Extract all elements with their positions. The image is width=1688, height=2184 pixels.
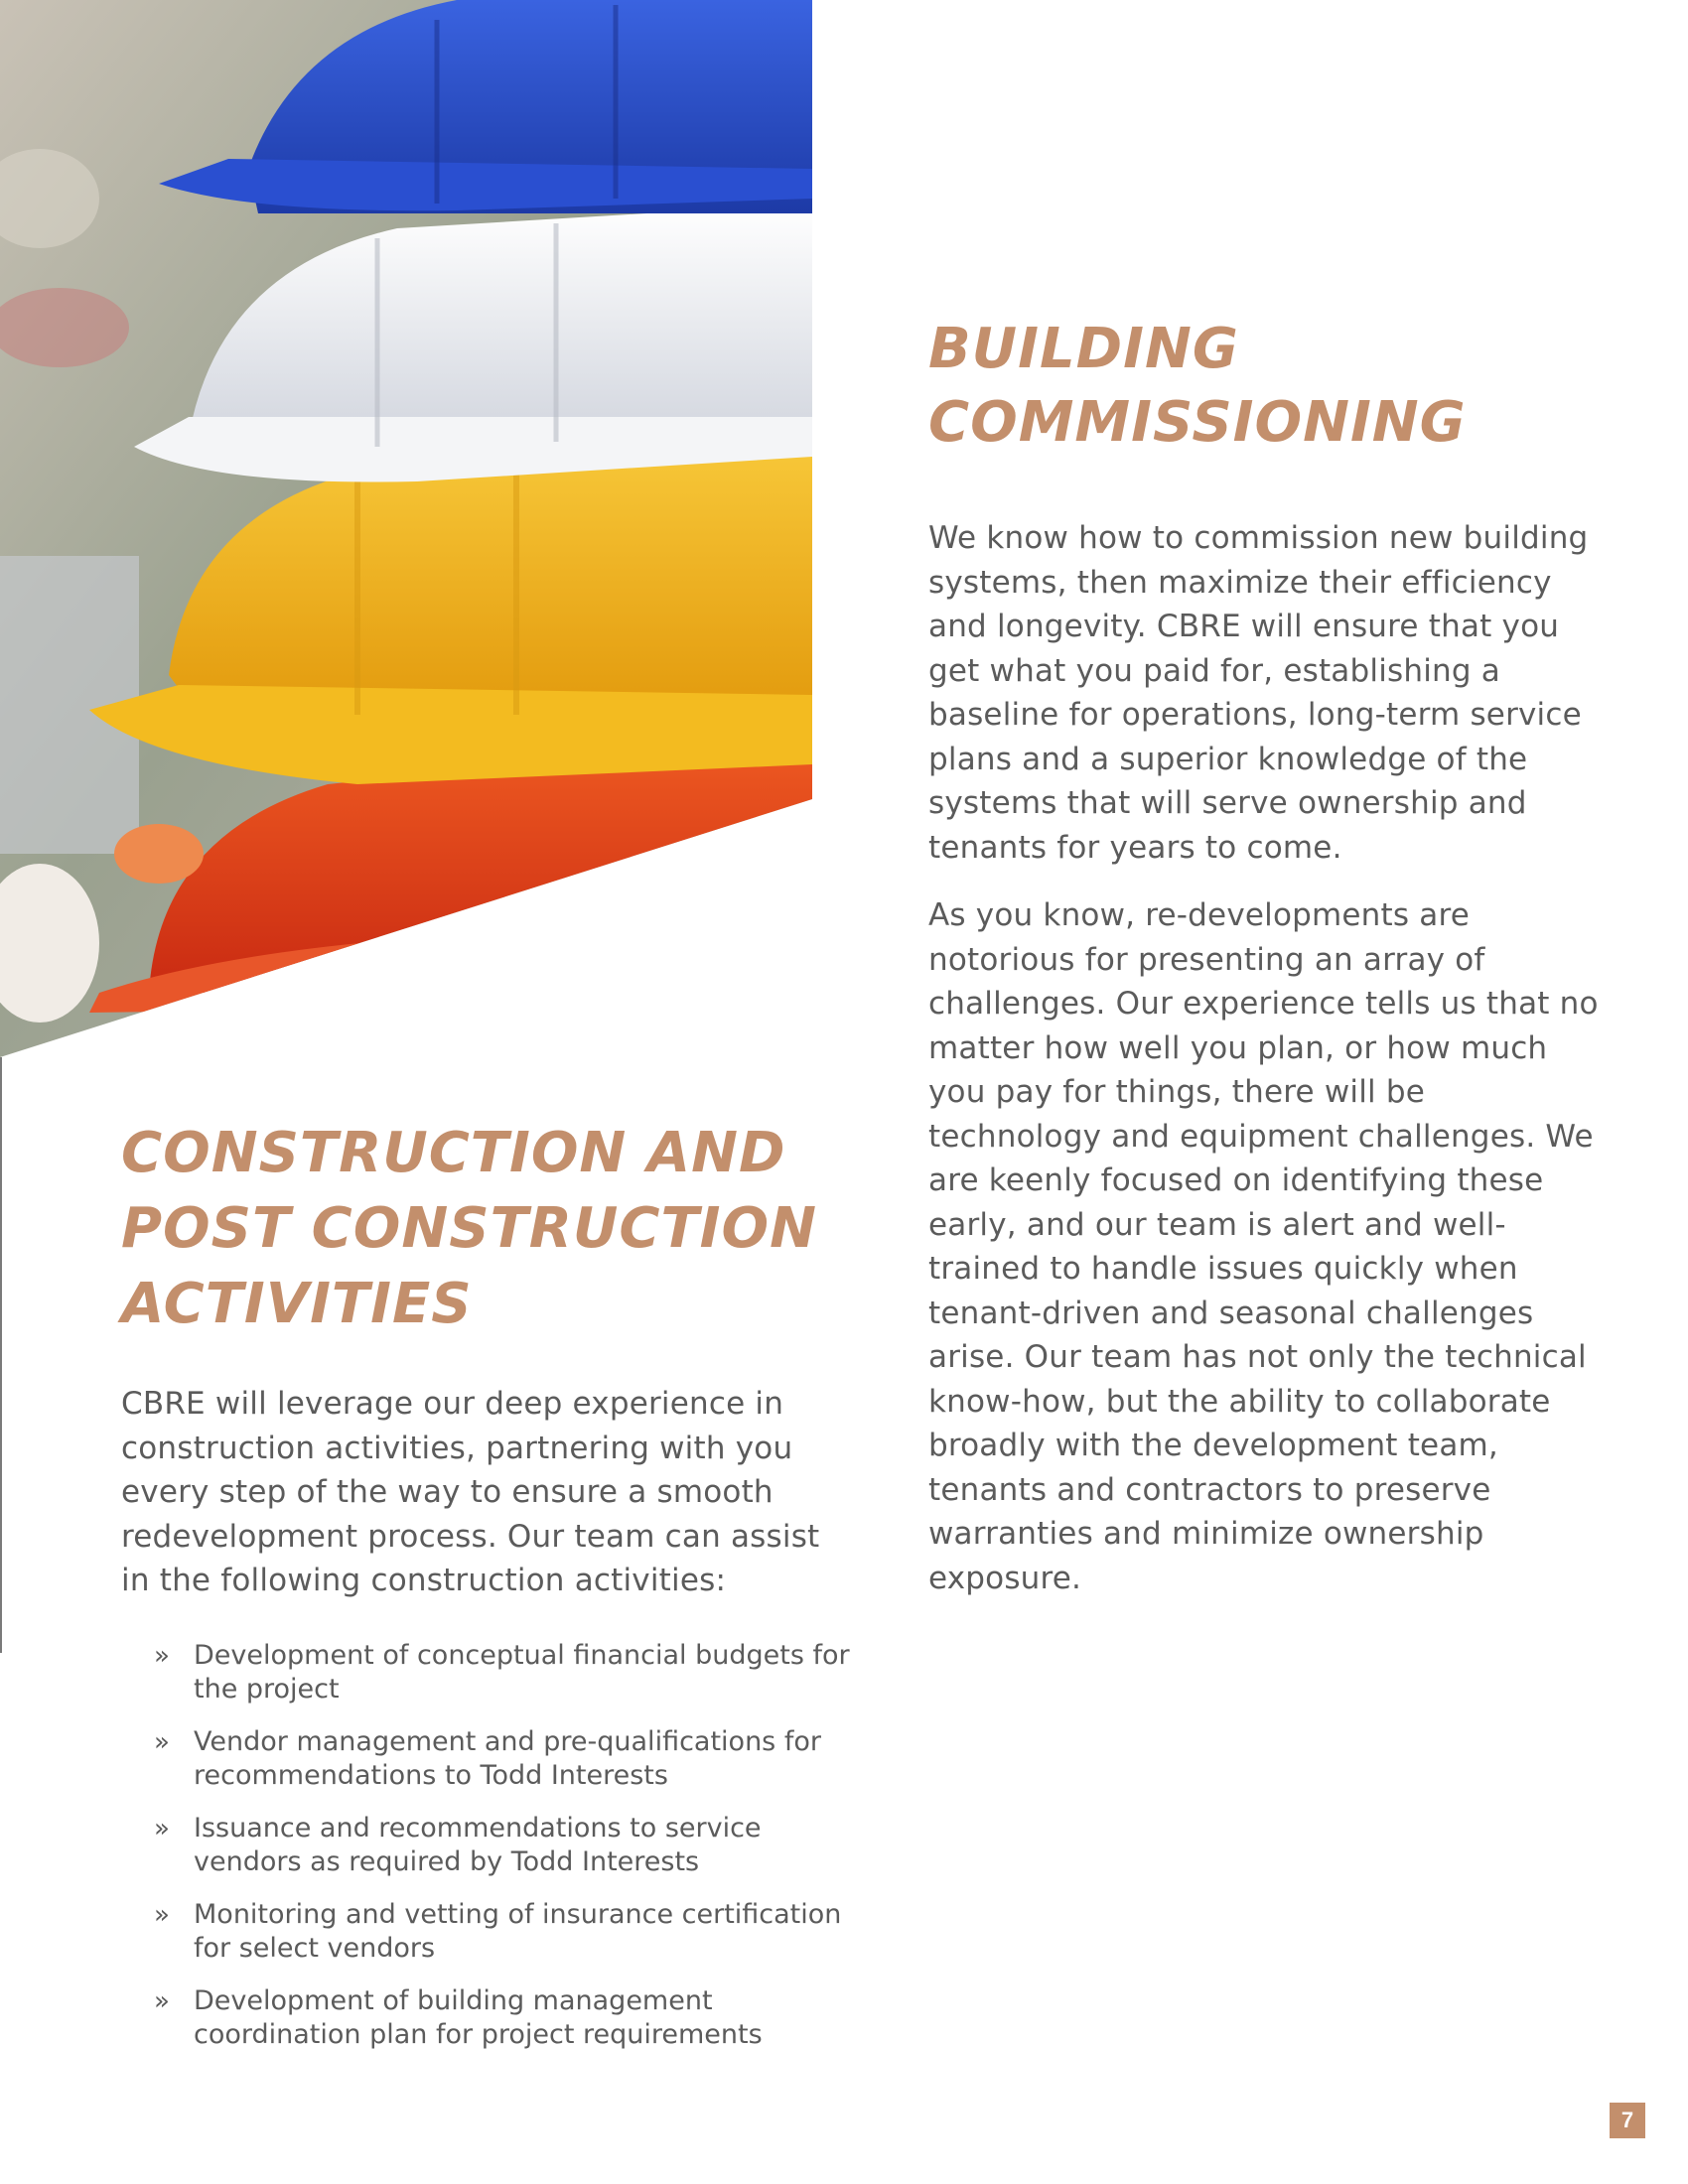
- heading-line: CONSTRUCTION AND: [121, 1121, 786, 1185]
- list-item-text: Issuance and recommendations to service vendors as required by Todd Interests: [194, 1812, 762, 1877]
- left-edge-rule: [0, 1057, 2, 1653]
- list-item-text: Monitoring and vetting of insurance certification for select vendors: [194, 1898, 842, 1964]
- commissioning-paragraph-1: We know how to commission new building systems, then maximize their efficiency and longevity. CBRE will ensure that you get what you paid for, establishing a baseline for operations, long-term service plans and a superior knowledge of the systems that will serve ownership and tenants for years to come.: [928, 520, 1589, 866]
- chevron-bullet-icon: »: [154, 1640, 170, 1671]
- page-number: 7: [1610, 2103, 1645, 2138]
- list-item-text: Development of conceptual financial budgets for the project: [194, 1639, 850, 1705]
- building-commissioning-heading: [928, 313, 1604, 460]
- list-item: [121, 1898, 856, 1966]
- list-item-text: Development of building management coordination plan for project requirements: [194, 1984, 763, 2050]
- chevron-bullet-icon: »: [154, 1726, 170, 1757]
- construction-activities-list: [121, 1639, 856, 2052]
- list-item: [121, 1984, 856, 2052]
- heading-line: BUILDING: [928, 317, 1239, 381]
- heading-line: POST CONSTRUCTION: [121, 1196, 817, 1261]
- building-commissioning-section: [928, 313, 1604, 1600]
- construction-intro: CBRE will leverage our deep experience in construction activities, partnering with you every step of the way to ensure a smooth redevelopment process. Our team can assist in the following construction activities:: [121, 1386, 820, 1598]
- construction-heading: [121, 1116, 856, 1342]
- chevron-bullet-icon: »: [154, 1985, 170, 2016]
- heading-line: ACTIVITIES: [121, 1272, 473, 1336]
- list-item: [121, 1639, 856, 1706]
- commissioning-paragraph-2: As you know, re-developments are notorious for presenting an array of challenges. Our experience tells us that no matter how well you plan, or how much you pay for things, there will be technology and equipment challenges. We are keenly focused on identifying these early, and our team is alert and well-trained to handle issues quickly when tenant-driven and seasonal challenges arise. Our team has not only the technical know-how, but the ability to collaborate broadly with the development team, tenants and contractors to preserve warranties and minimize ownership exposure.: [928, 897, 1599, 1596]
- heading-line: COMMISSIONING: [928, 390, 1467, 455]
- list-item-text: Vendor management and pre-qualifications for recommendations to Todd Interests: [194, 1725, 821, 1791]
- list-item: [121, 1725, 856, 1793]
- chevron-bullet-icon: »: [154, 1899, 170, 1930]
- chevron-bullet-icon: »: [154, 1813, 170, 1843]
- list-item: [121, 1812, 856, 1879]
- construction-section: [121, 1116, 856, 2071]
